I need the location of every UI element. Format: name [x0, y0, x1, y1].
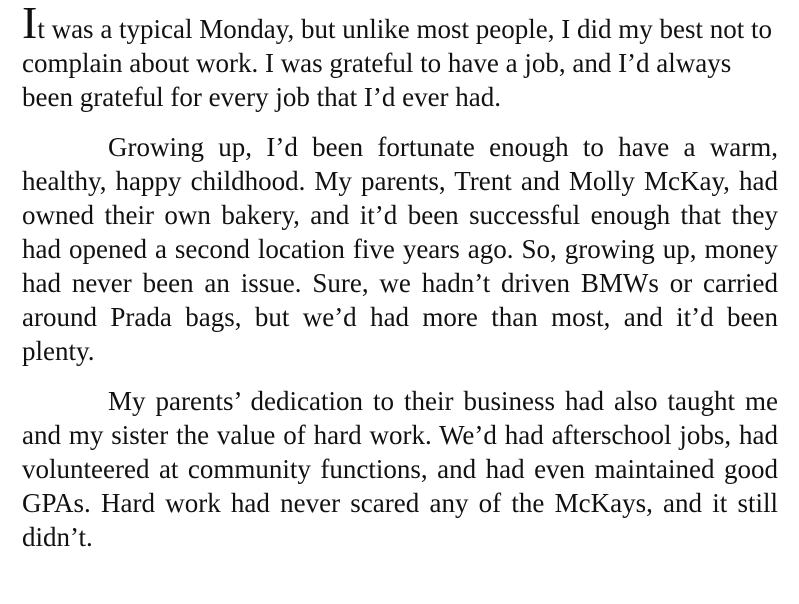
paragraph-opening-text: t was a typical Monday, but unlike most people, I did my best not to complain about work. I was grateful to have a job, and I’d always been grateful for every job that I’d ever had. [22, 14, 772, 112]
document-page [22, 0, 778, 554]
paragraph-childhood: Growing up, I’d been fortunate enough to have a warm, healthy, happy childhood. My parents, Trent and Molly McKay, had owned their own bakery, and it’d been successful enough that they had opened a second location five years ago. So, growing up, money had never been an issue. Sure, we hadn’t driven BMWs or carried around Prada bags, but we’d had more than most, and it’d been plenty. [22, 132, 778, 366]
paragraph-hard-work: My parents’ dedication to their business had also taught me and my sister the value of hard work. We’d had afterschool jobs, had volunteered at community functions, and had even maintained good GPAs. Hard work had never scared any of the McKays, and it still didn’t. [22, 386, 778, 552]
drop-cap: I [22, 0, 38, 48]
paragraph-opening [22, 0, 778, 114]
